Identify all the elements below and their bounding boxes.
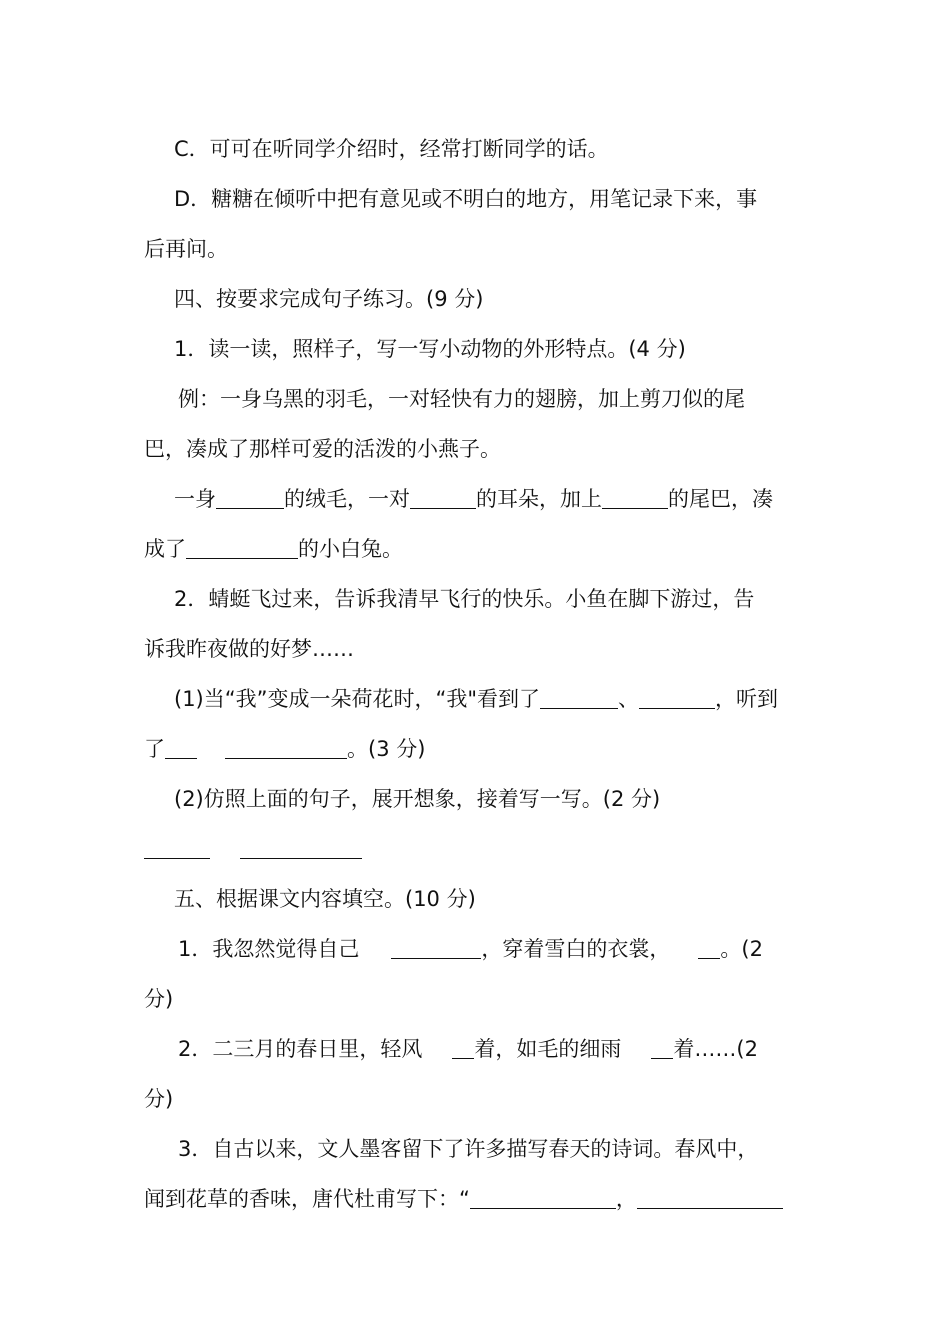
fill-text: (1)当“我”变成一朵荷花时，“我"看到了: [174, 687, 541, 711]
section-5-q2-line-2: 分): [144, 1087, 174, 1111]
fill-text: 2．二三月的春日里，轻风: [178, 1037, 423, 1061]
answer-blank[interactable]: [639, 686, 715, 709]
answer-blank[interactable]: [637, 1186, 783, 1209]
sub-question-1-line-1: [144, 674, 810, 724]
answer-blank[interactable]: [410, 486, 476, 509]
fill-text: 的尾巴，凑: [668, 487, 773, 511]
sub-question-2-answer: [144, 824, 810, 874]
fill-line-1: [144, 474, 810, 524]
option-d-line-2: 后再问。: [144, 237, 228, 261]
fill-text: 。(2: [720, 937, 763, 961]
answer-blank[interactable]: [651, 1036, 673, 1059]
sub-question-2: (2)仿照上面的句子，展开想象，接着写一写。(2 分): [174, 787, 661, 811]
section-5-q3-line-1: 3．自古以来，文人墨客留下了许多描写春天的诗词。春风中，: [178, 1137, 759, 1161]
fill-text: 、: [618, 687, 640, 711]
answer-blank[interactable]: [144, 836, 210, 859]
answer-blank[interactable]: [391, 936, 481, 959]
example-line-1: 例：一身乌黑的羽毛，一对轻快有力的翅膀，加上剪刀似的尾: [178, 387, 745, 411]
fill-text: ，穿着雪白的衣裳，: [481, 937, 671, 961]
section-5-q3-line-2: [144, 1174, 810, 1224]
fill-text: 一身: [174, 487, 216, 511]
section-4-heading: 四、按要求完成句子练习。(9 分): [174, 287, 484, 311]
question-1-title: 1．读一读，照样子，写一写小动物的外形特点。(4 分): [174, 337, 686, 361]
fill-text: 。(3 分): [347, 737, 426, 761]
answer-blank[interactable]: [225, 736, 347, 759]
fill-text: 着，如毛的细雨: [474, 1037, 622, 1061]
answer-blank[interactable]: [452, 1036, 474, 1059]
option-d-line-1: D．糖糖在倾听中把有意见或不明白的地方，用笔记录下来，事: [174, 187, 758, 211]
answer-blank[interactable]: [540, 686, 618, 709]
section-5-q1-line-2: 分): [144, 987, 174, 1011]
question-2-line-1: 2．蜻蜓飞过来，告诉我清早飞行的快乐。小鱼在脚下游过，告: [174, 587, 755, 611]
answer-blank[interactable]: [470, 1186, 616, 1209]
fill-text: 着……(2: [673, 1037, 758, 1061]
sub-question-1-line-2: [144, 724, 810, 774]
fill-text: 闻到花草的香味，唐代杜甫写下：“: [144, 1187, 470, 1211]
section-5-q1-line-1: [144, 924, 810, 974]
fill-text: 了: [144, 737, 165, 761]
answer-blank[interactable]: [165, 736, 197, 759]
fill-text: ，听到: [715, 687, 779, 711]
example-line-2: 巴，凑成了那样可爱的活泼的小燕子。: [144, 437, 501, 461]
fill-text: 的绒毛，一对: [284, 487, 410, 511]
answer-blank[interactable]: [216, 486, 284, 509]
option-c: C．可可在听同学介绍时，经常打断同学的话。: [174, 137, 609, 161]
answer-blank[interactable]: [698, 936, 720, 959]
answer-blank[interactable]: [186, 536, 298, 559]
answer-blank[interactable]: [602, 486, 668, 509]
fill-line-2: [144, 524, 810, 574]
document-page: [144, 124, 810, 1224]
fill-text: 的小白兔。: [298, 537, 403, 561]
fill-text: ，: [615, 1187, 637, 1211]
fill-text: 1．我忽然觉得自己: [178, 937, 360, 961]
answer-blank[interactable]: [240, 836, 362, 859]
section-5-heading: 五、根据课文内容填空。(10 分): [174, 887, 476, 911]
fill-text: 成了: [144, 537, 186, 561]
fill-text: 的耳朵，加上: [476, 487, 602, 511]
question-2-line-2: 诉我昨夜做的好梦……: [144, 637, 354, 661]
section-5-q2-line-1: [144, 1024, 810, 1074]
